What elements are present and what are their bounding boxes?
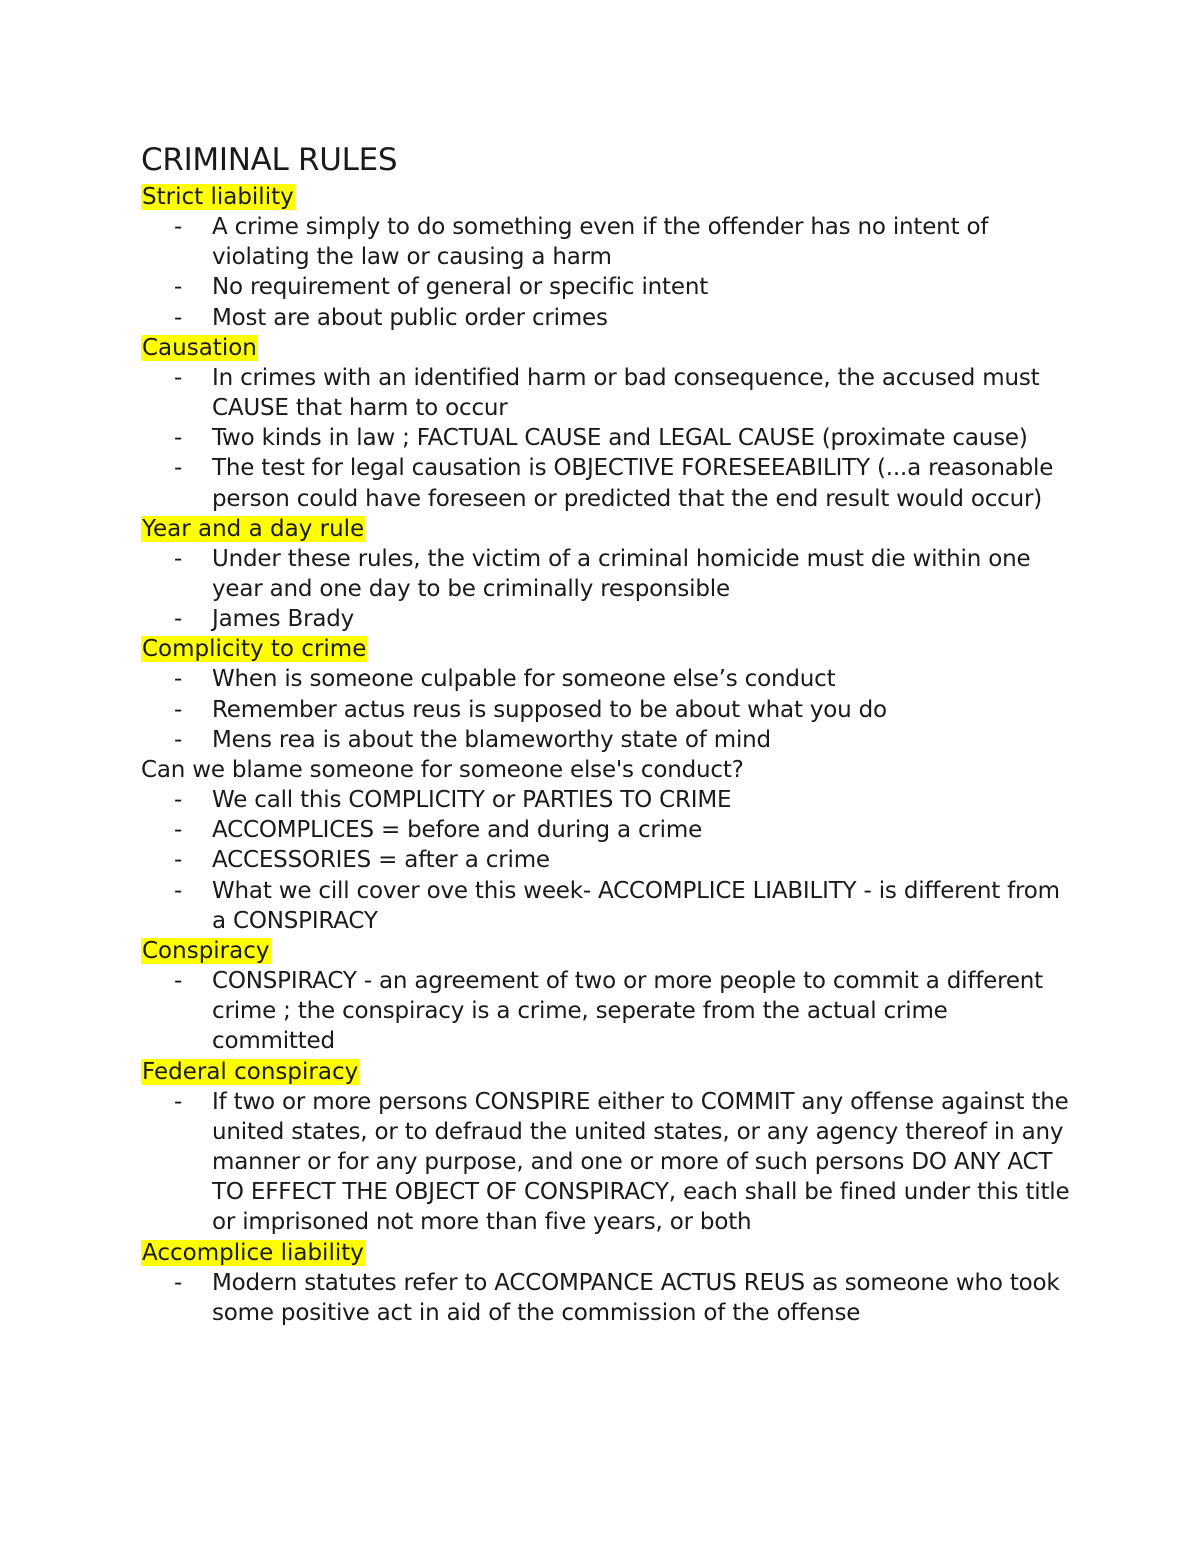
list-item: [141, 815, 1071, 845]
bullet-marker: -: [174, 214, 183, 240]
list-item-text: When is someone culpable for someone else’s conduct: [212, 666, 836, 693]
list-item: [141, 604, 1071, 634]
bullet-marker: -: [174, 1269, 183, 1296]
section-strict-liability: [141, 182, 1071, 333]
plain-text-line: Can we blame someone for someone else's conduct?: [141, 757, 744, 784]
list-item-text: In crimes with an identified harm or bad consequence, the accused must CAUSE that harm to occur: [212, 364, 1040, 422]
highlighted-heading-text: Conspiracy: [142, 938, 270, 965]
document-title: CRIMINAL RULES: [141, 142, 398, 178]
list-item: [141, 876, 1071, 936]
highlighted-heading-text: Strict liability: [142, 184, 294, 210]
highlighted-heading-text: Federal conspiracy: [142, 1058, 359, 1085]
section-accomplice-liability: [141, 1238, 1071, 1328]
bullet-marker: -: [174, 817, 183, 844]
bullet-list: [141, 966, 1071, 1057]
section-year-and-a-day-rule: [141, 514, 1071, 635]
bullet-list: [141, 1087, 1071, 1238]
bullet-marker: -: [174, 787, 183, 814]
list-item-text: ACCOMPLICES = before and during a crime: [212, 817, 703, 844]
bullet-list: [141, 664, 1071, 755]
list-item-text: Most are about public order crimes: [212, 304, 608, 331]
list-item: [141, 363, 1071, 423]
list-item: [141, 1268, 1071, 1328]
bullet-marker: -: [174, 696, 183, 723]
list-item: [141, 785, 1071, 815]
list-item-text: If two or more persons CONSPIRE either to COMMIT any offense against the united states, or to defraud the united states, or any agency thereof in any manner or for any purpose, and one or more of such persons DO ANY ACT TO EFFECT THE OBJECT OF CONSPIRACY, each shall be fined under this title or imprisoned not more than five years, or both: [212, 1088, 1070, 1236]
bullet-marker: -: [174, 968, 183, 995]
list-item: [141, 664, 1071, 694]
list-item-text: Modern statutes refer to ACCOMPANCE ACTUS REUS as someone who took some positive act in aid of the commission of the offense: [212, 1269, 1060, 1326]
section-heading: [141, 634, 1071, 664]
bullet-list: [141, 363, 1071, 514]
bullet-marker: -: [174, 425, 183, 452]
section-heading: [141, 182, 1071, 212]
bullet-list: [141, 544, 1071, 635]
bullet-list: [141, 1268, 1071, 1328]
list-item: [141, 423, 1071, 453]
section-complicity-to-crime: [141, 634, 1071, 755]
section-heading: [141, 1238, 1071, 1268]
list-item-text: Mens rea is about the blameworthy state of mind: [212, 726, 771, 753]
list-item: [141, 725, 1071, 755]
bullet-marker: -: [174, 364, 183, 391]
bullet-marker: -: [174, 726, 183, 753]
bullet-marker: -: [174, 1088, 183, 1115]
section-federal-conspiracy: [141, 1057, 1071, 1238]
list-item: [141, 212, 1071, 272]
section-heading: [141, 333, 1071, 363]
list-item-text: ACCESSORIES = after a crime: [212, 847, 550, 874]
document-page: [141, 138, 1071, 1328]
list-item-text: Under these rules, the victim of a criminal homicide must die within one year and one day to be criminally responsible: [212, 545, 1031, 603]
section-causation: [141, 333, 1071, 514]
list-item-text: CONSPIRACY - an agreement of two or more people to commit a different crime ; the conspiracy is a crime, seperate from the actual crime committed: [212, 968, 1043, 1055]
section-heading: [141, 514, 1071, 544]
highlighted-heading-text: Complicity to crime: [142, 636, 367, 663]
section-blame-question: [141, 755, 1071, 936]
bullet-list: [141, 785, 1071, 936]
bullet-marker: -: [174, 545, 183, 572]
bullet-marker: -: [174, 304, 183, 331]
bullet-marker: -: [174, 274, 183, 301]
highlighted-heading-text: Accomplice liability: [142, 1239, 364, 1266]
list-item-text: What we cill cover ove this week- ACCOMPLICE LIABILITY - is different from a CONSPIRACY: [212, 877, 1060, 934]
list-item: [141, 966, 1071, 1057]
section-heading: [141, 1057, 1071, 1087]
section-conspiracy: [141, 936, 1071, 1057]
list-item: [141, 272, 1071, 302]
list-item-text: We call this COMPLICITY or PARTIES TO CRIME: [212, 787, 732, 814]
bullet-marker: -: [174, 877, 183, 904]
bullet-marker: -: [174, 847, 183, 874]
list-item-text: No requirement of general or specific intent: [212, 274, 709, 301]
bullet-marker: -: [174, 666, 183, 693]
bullet-list: [141, 212, 1071, 333]
section-heading: [141, 936, 1071, 966]
list-item-text: A crime simply to do something even if the offender has no intent of violating the law or causing a harm: [212, 214, 989, 271]
bullet-marker: -: [174, 455, 183, 482]
list-item: [141, 695, 1071, 725]
list-item: [141, 1087, 1071, 1238]
list-item: [141, 453, 1071, 513]
list-item-text: Remember actus reus is supposed to be about what you do: [212, 696, 887, 723]
list-item-text: Two kinds in law ; FACTUAL CAUSE and LEGAL CAUSE (proximate cause): [212, 425, 1028, 452]
list-item-text: James Brady: [212, 606, 355, 633]
highlighted-heading-text: Year and a day rule: [142, 515, 365, 542]
list-item: [141, 544, 1071, 604]
list-item-text: The test for legal causation is OBJECTIVE FORESEEABILITY (...a reasonable person could have foreseen or predicted that the end result would occur): [212, 455, 1054, 512]
bullet-marker: -: [174, 606, 183, 633]
list-item: [141, 303, 1071, 333]
list-item: [141, 845, 1071, 875]
highlighted-heading-text: Causation: [142, 334, 257, 361]
